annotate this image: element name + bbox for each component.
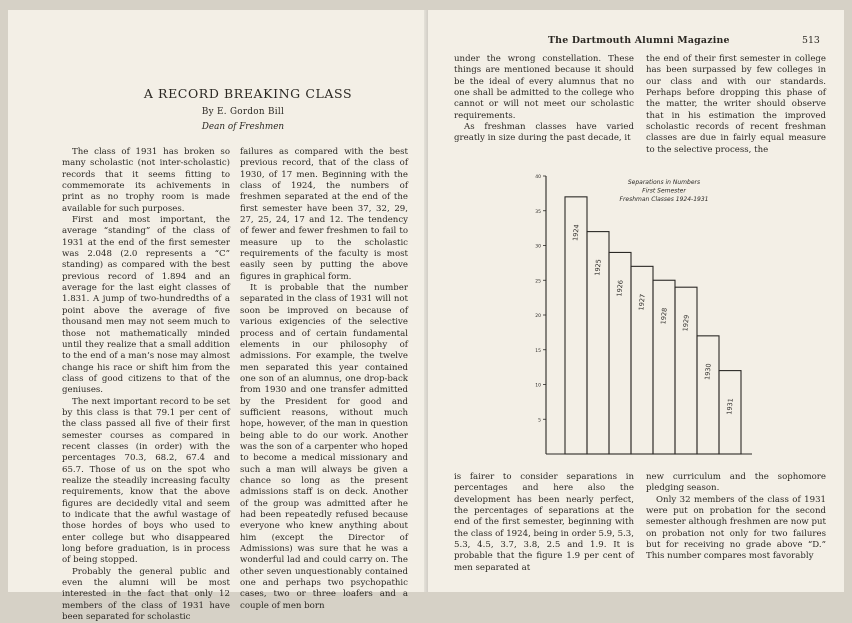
bar-label-1925: 1925 <box>593 258 603 277</box>
bar-label-1930: 1930 <box>703 363 713 381</box>
article-byline: By E. Gordon Bill <box>201 107 285 117</box>
paragraph: Only 32 members of the class of 1931 were put on probation for the second semester although freshmen are now put on probation not only for two failures but for receiving no grade above “D.” This number compares most favorably <box>646 494 827 562</box>
paragraph: new curriculum and the sophomore pledging season. <box>646 472 826 494</box>
bar-label-1929: 1929 <box>681 314 691 332</box>
paragraph: The next important record to be set by this class is that 79.1 per cent of the class passed all five of their first semester courses as compared in recent classes (in order) with the percentages 70.3, 68.2, 67.4 and 65.7. Those of us on the spot who realize the steadily increasing faculty requirements, know that the above figures are decidedly vital and seem to indicate that the awful wastage of those hordes of boys who used to enter college but who disappeared long before graduation, is in process of being stopped. <box>62 396 230 566</box>
right-page <box>428 10 844 592</box>
paragraph: The class of 1931 has broken so many scholastic (not inter-scholastic) records that it seems fitting to commemorate its achivements in print as no trophy room is made available for such purposes. <box>62 147 230 214</box>
chart-title-line: Separations in Numbers <box>627 179 701 186</box>
bar-label-1928: 1928 <box>659 307 669 325</box>
y-tick-label: 35 <box>535 209 541 215</box>
bar-1928 <box>653 280 675 454</box>
bars <box>565 197 741 454</box>
paragraph: First and most important, the average “standing” of the class of 1931 at the end of the first semester was 2.048 (2.0 represents a “C” standing) as compared with the best previous record of 1.894 and an average for the last eight classes of 1.831. A jump of two-hundredths of a point above the average of five thousand men may not seem much to those not mathematically minded until they realize that a small addition to the end of a man’s nose may almost change his race or shift him from the class of good citizens to that of the geniuses. <box>62 215 230 396</box>
paragraph: It is probable that the number separated in the class of 1931 will not soon be improved on because of various exigencies of the selective process and of certain fundamental elements in our philosophy of admissions. For example, the twelve men separated this year contained one son of an alumnus, one drop-back from 1930 and one transfer admitted by the President for good and sufficient reasons, without much hope, however, of the man in question being able to do our work. Another was the son of a carpenter who hoped to become a medical missionary and such a man will always be given a chance so long as the present admissions staff is on deck. Another of the group was admitted after he had been repeatedly refused because everyone who knew anything about him (except the Director of Admissions) was sure that he was a wonderful lad and could carry on. The other seven unquestionably contained one and perhaps two psychopathic cases, two or three loafers and a couple of men born <box>240 283 408 611</box>
paragraph: Probably the general public and even the alumni will be most interested in the fact that only 12 members of the class of 1931 have been separated for scholastic <box>62 566 230 623</box>
y-tick-label: 15 <box>535 348 541 354</box>
bar-1929 <box>675 287 697 454</box>
article-title: A RECORD BREAKING CLASS <box>143 86 353 101</box>
y-tick-label: 5 <box>538 418 541 424</box>
y-tick-label: 10 <box>535 383 541 389</box>
chart-svg <box>440 162 840 462</box>
bar-1930 <box>697 336 719 454</box>
right-column-1-bottom <box>454 472 634 574</box>
paragraph: under the wrong constellation. These things are mentioned because it should be the ideal of every alumnus that no one shall be admitted to the college who cannot or will not meet our scholastic requirements. <box>454 54 634 121</box>
chart-title <box>620 179 709 203</box>
paragraph: failures as compared with the best previous record, that of the class of 1930, of 17 men. Beginning with the class of 1924, the numbers of freshmen separated at the end of the first semester have been 37, 32, 29, 27, 25, 24, 17 and 12. The tendency of fewer and fewer freshmen to fail to measure up to the scholastic requirements of the faculty is most easily seen by putting the above figures in graphical form. <box>240 147 408 282</box>
y-tick-label: 20 <box>535 314 541 319</box>
magazine-header: The Dartmouth Alumni Magazine <box>548 35 730 46</box>
y-tick-label: 25 <box>535 279 541 285</box>
bar-label-1924: 1924 <box>571 224 581 242</box>
bar-label-1927: 1927 <box>637 293 647 311</box>
right-column-2-top <box>646 54 826 156</box>
page-number: 513 <box>802 35 820 46</box>
separations-chart <box>440 162 840 462</box>
right-column-1-top <box>454 54 634 145</box>
chart-title-line: First Semester <box>642 187 686 195</box>
bar-label-1926: 1926 <box>615 279 625 297</box>
left-page <box>8 10 428 623</box>
paragraph: As freshman classes have varied greatly in size during the past decade, it <box>454 122 634 144</box>
left-column-1 <box>62 147 230 623</box>
y-tick-label: 30 <box>535 244 541 250</box>
right-column-2-bottom <box>646 472 826 563</box>
y-tick-label: 40 <box>535 175 541 180</box>
author-role: Dean of Freshmen <box>201 122 285 132</box>
paragraph: is fairer to consider separations in percentages and here also the development has been nearly perfect, the percentages of separations at the end of the first semester, beginning with the class of 1924, being in order 5.9, 5.3, 5.3, 4.5, 3.7, 3.8, 2.5 and 1.9. It is probable that the figure 1.9 per cent of men separated at <box>454 472 634 573</box>
left-column-2 <box>240 147 408 612</box>
bar-label-1931: 1931 <box>725 397 735 416</box>
chart-title-line: Freshman Classes 1924-1931 <box>619 196 709 203</box>
paragraph: the end of their first semester in college has been surpassed by few colleges in our class and with our standards. Perhaps before dropping this phase of the matter, the writer should observe that in his estimation the improved scholastic records of recent freshman classes are due in fairly equal measure to the selective process, the <box>646 54 826 155</box>
